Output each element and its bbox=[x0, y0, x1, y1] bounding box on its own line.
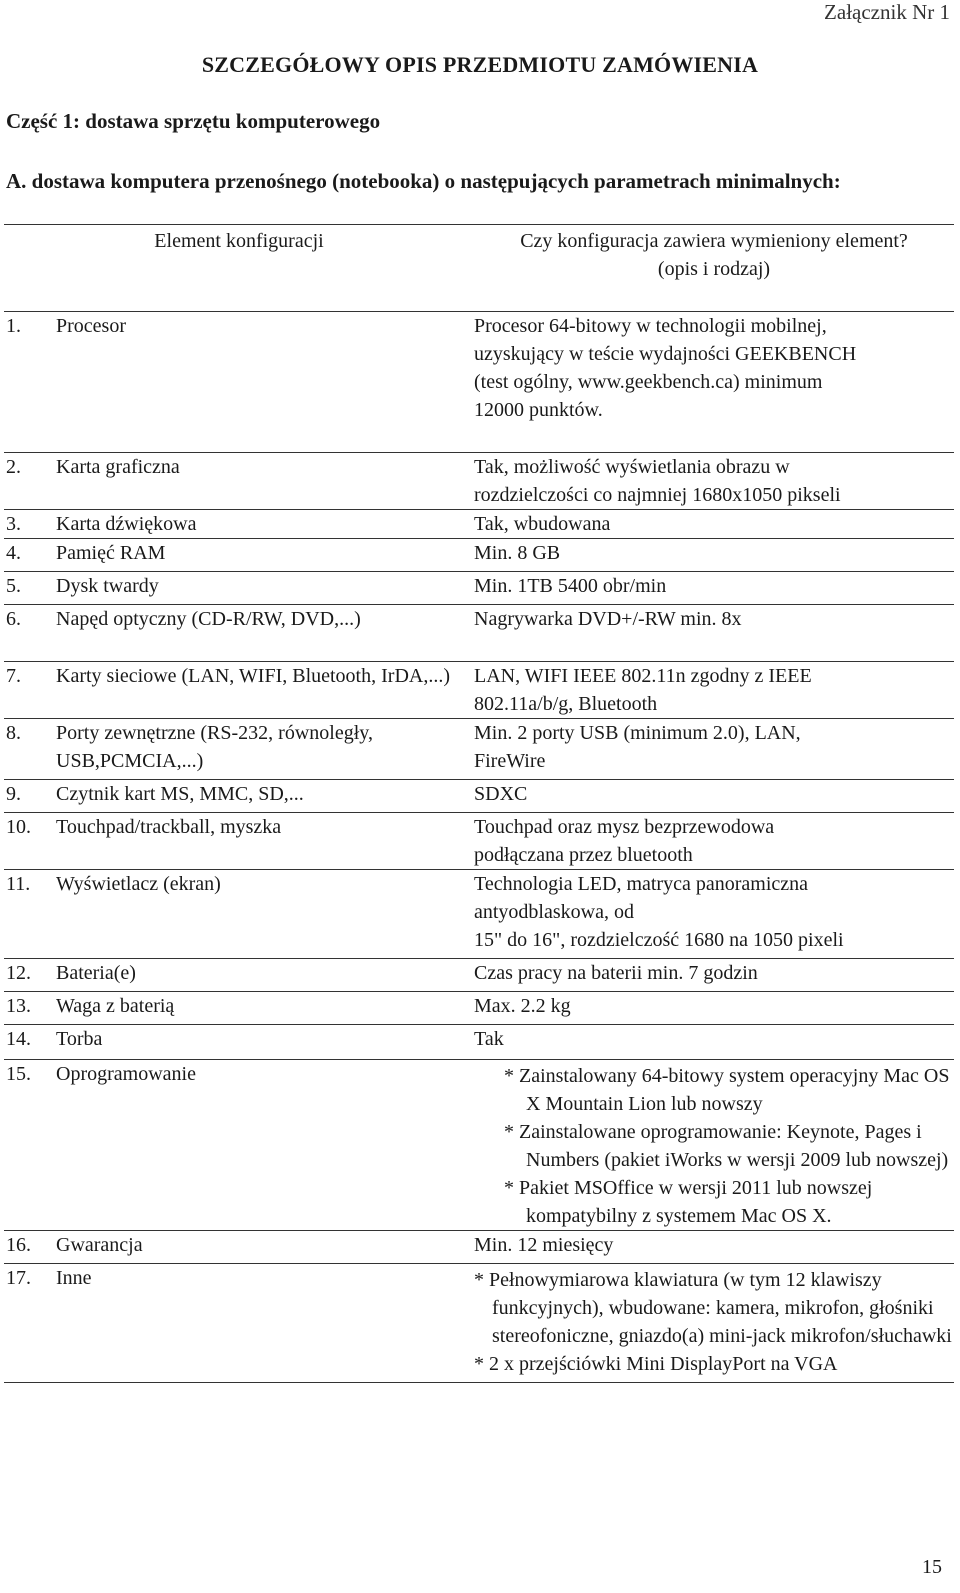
table-row bbox=[4, 1060, 954, 1231]
item-label: Bateria(e) bbox=[56, 962, 136, 984]
part-heading: Część 1: dostawa sprzętu komputerowego bbox=[6, 109, 381, 133]
bullet-item: * Zainstalowany 64-bitowy system operacyjny Mac OS X Mountain Lion lub nowszy bbox=[504, 1065, 950, 1115]
item-number: 2. bbox=[6, 456, 21, 478]
item-label-cell bbox=[4, 453, 474, 510]
item-value-line: Technologia LED, matryca panoramiczna bbox=[474, 873, 809, 895]
item-value-cell bbox=[474, 1264, 954, 1383]
item-value-cell bbox=[474, 1231, 954, 1264]
item-value-line: (test ogólny, www.geekbench.ca) minimum bbox=[474, 371, 823, 393]
item-number: 16. bbox=[6, 1234, 31, 1256]
table-row bbox=[4, 992, 954, 1025]
item-value-line: 802.11a/b/g, Bluetooth bbox=[474, 693, 658, 715]
table-row bbox=[4, 813, 954, 870]
item-value-line: rozdzielczości co najmniej 1680x1050 pikseli bbox=[474, 484, 841, 506]
item-label: Inne bbox=[56, 1267, 92, 1289]
item-value-cell bbox=[474, 780, 954, 813]
item-label-cell bbox=[4, 1060, 474, 1231]
item-label: Touchpad/trackball, myszka bbox=[56, 816, 282, 838]
item-number: 14. bbox=[6, 1028, 31, 1050]
item-label: Torba bbox=[56, 1028, 103, 1050]
bullet-item: * Zainstalowane oprogramowanie: Keynote, Pages i Numbers (pakiet iWorks w wersji 2009 lub nowszej) bbox=[504, 1121, 949, 1171]
item-value-line: 12000 punktów. bbox=[474, 399, 603, 421]
item-value-line: Min. 1TB 5400 obr/min bbox=[474, 575, 667, 597]
item-number: 10. bbox=[6, 816, 31, 838]
item-label-cell bbox=[4, 1025, 474, 1060]
item-value-cell bbox=[474, 510, 954, 539]
item-label-cell bbox=[4, 605, 474, 662]
item-value-line: Nagrywarka DVD+/-RW min. 8x bbox=[474, 608, 742, 630]
item-value-line: Czas pracy na baterii min. 7 godzin bbox=[474, 962, 758, 984]
item-label-cell bbox=[4, 870, 474, 959]
bullet-item: * 2 x przejściówki Mini DisplayPort na VGA bbox=[474, 1353, 838, 1375]
table-row bbox=[4, 510, 954, 539]
item-value-cell bbox=[474, 870, 954, 959]
item-value-line: Min. 12 miesięcy bbox=[474, 1234, 614, 1256]
item-label-cell bbox=[4, 719, 474, 780]
table-row bbox=[4, 719, 954, 780]
bullet-item: * Pakiet MSOffice w wersji 2011 lub nowszej kompatybilny z systemem Mac OS X. bbox=[504, 1177, 873, 1227]
table-row bbox=[4, 870, 954, 959]
item-label: Karta dźwiękowa bbox=[56, 513, 197, 535]
table-row bbox=[4, 1231, 954, 1264]
item-value-line: Tak, wbudowana bbox=[474, 513, 611, 535]
specification-table bbox=[4, 224, 954, 1383]
item-value-line: Procesor 64-bitowy w technologii mobilnej, bbox=[474, 315, 827, 337]
table-row bbox=[4, 1264, 954, 1383]
item-number: 9. bbox=[6, 783, 21, 805]
item-value-cell bbox=[474, 605, 954, 662]
item-value-line: Min. 2 porty USB (minimum 2.0), LAN, bbox=[474, 722, 801, 744]
column-header-description: Czy konfiguracja zawiera wymieniony element? (opis i rodzaj) bbox=[474, 225, 954, 312]
page-number: 15 bbox=[922, 1556, 942, 1578]
item-number: 17. bbox=[6, 1267, 31, 1289]
table-row bbox=[4, 780, 954, 813]
item-label: Karta graficzna bbox=[56, 456, 180, 478]
item-number: 4. bbox=[6, 542, 21, 564]
item-label-cell bbox=[4, 662, 474, 719]
item-number: 12. bbox=[6, 962, 31, 984]
item-label-cell bbox=[4, 1264, 474, 1383]
table-row bbox=[4, 662, 954, 719]
table-row bbox=[4, 453, 954, 510]
item-value-cell bbox=[474, 719, 954, 780]
item-label-cell bbox=[4, 539, 474, 572]
item-value-cell bbox=[474, 959, 954, 992]
table-row bbox=[4, 312, 954, 453]
item-value-line: SDXC bbox=[474, 783, 528, 805]
item-number: 3. bbox=[6, 513, 21, 535]
bullet-item: * Pełnowymiarowa klawiatura (w tym 12 klawiszy funkcyjnych), wbudowane: kamera, mikrofon, głośniki stereofoniczne, gniazdo(a) mini-jack mikrofon/słuchawki bbox=[474, 1269, 952, 1347]
document-title: SZCZEGÓŁOWY OPIS PRZEDMIOTU ZAMÓWIENIA bbox=[201, 52, 759, 77]
item-value-line: Touchpad oraz mysz bezprzewodowa bbox=[474, 816, 775, 838]
item-label-cell bbox=[4, 959, 474, 992]
item-value-cell bbox=[474, 1060, 954, 1231]
item-value-cell bbox=[474, 992, 954, 1025]
annex-label: Załącznik Nr 1 bbox=[824, 0, 950, 24]
item-label: Gwarancja bbox=[56, 1234, 143, 1256]
item-label: Procesor bbox=[56, 315, 126, 337]
item-label: Waga z baterią bbox=[56, 995, 175, 1017]
item-number: 6. bbox=[6, 608, 21, 630]
item-value-cell bbox=[474, 539, 954, 572]
item-value-line: Max. 2.2 kg bbox=[474, 995, 571, 1017]
item-number: 8. bbox=[6, 722, 21, 744]
item-value-line: antyodblaskowa, od bbox=[474, 901, 634, 923]
item-value-cell bbox=[474, 813, 954, 870]
item-value-cell bbox=[474, 662, 954, 719]
section-heading: A. dostawa komputera przenośnego (notebooka) o następujących parametrach minimalnych: bbox=[6, 169, 841, 193]
item-label: Karty sieciowe (LAN, WIFI, Bluetooth, IrDA,...) bbox=[56, 665, 450, 687]
item-label-cell bbox=[4, 312, 474, 453]
item-label: Napęd optyczny (CD-R/RW, DVD,...) bbox=[56, 608, 361, 630]
item-value-line: LAN, WIFI IEEE 802.11n zgodny z IEEE bbox=[474, 665, 812, 687]
item-number: 15. bbox=[6, 1063, 31, 1085]
item-value-line: Min. 8 GB bbox=[474, 542, 561, 564]
item-label-cell bbox=[4, 572, 474, 605]
table-row bbox=[4, 959, 954, 992]
item-label-cell bbox=[4, 813, 474, 870]
table-header-row bbox=[4, 225, 954, 312]
item-value-cell bbox=[474, 453, 954, 510]
item-value-line: uzyskujący w teście wydajności GEEKBENCH bbox=[474, 343, 857, 365]
item-number: 5. bbox=[6, 575, 21, 597]
item-label-cell bbox=[4, 510, 474, 539]
item-value-line: FireWire bbox=[474, 750, 546, 772]
item-label-cell bbox=[4, 780, 474, 813]
item-number: 13. bbox=[6, 995, 31, 1017]
table-row bbox=[4, 605, 954, 662]
item-value-cell bbox=[474, 312, 954, 453]
table-row bbox=[4, 1025, 954, 1060]
item-number: 1. bbox=[6, 315, 21, 337]
item-label: Czytnik kart MS, MMC, SD,... bbox=[56, 783, 304, 805]
item-value-cell bbox=[474, 1025, 954, 1060]
item-number: 7. bbox=[6, 665, 21, 687]
item-label: Wyświetlacz (ekran) bbox=[56, 873, 221, 895]
item-label-cell bbox=[4, 992, 474, 1025]
item-value-line: Tak bbox=[474, 1028, 504, 1050]
item-label-cell bbox=[4, 1231, 474, 1264]
table-row bbox=[4, 539, 954, 572]
item-label: Dysk twardy bbox=[56, 575, 159, 597]
item-value-line: Tak, możliwość wyświetlania obrazu w bbox=[474, 456, 790, 478]
item-value-line: 15" do 16", rozdzielczość 1680 na 1050 pixeli bbox=[474, 929, 844, 951]
item-label: Oprogramowanie bbox=[56, 1063, 196, 1085]
item-label: Pamięć RAM bbox=[56, 542, 166, 564]
item-number: 11. bbox=[6, 873, 31, 895]
item-value-line: podłączana przez bluetooth bbox=[474, 844, 693, 866]
item-label: Porty zewnętrzne (RS-232, równoległy, USB,PCMCIA,...) bbox=[56, 722, 373, 772]
column-header-element: Element konfiguracji bbox=[4, 225, 474, 312]
item-value-cell bbox=[474, 572, 954, 605]
table-row bbox=[4, 572, 954, 605]
